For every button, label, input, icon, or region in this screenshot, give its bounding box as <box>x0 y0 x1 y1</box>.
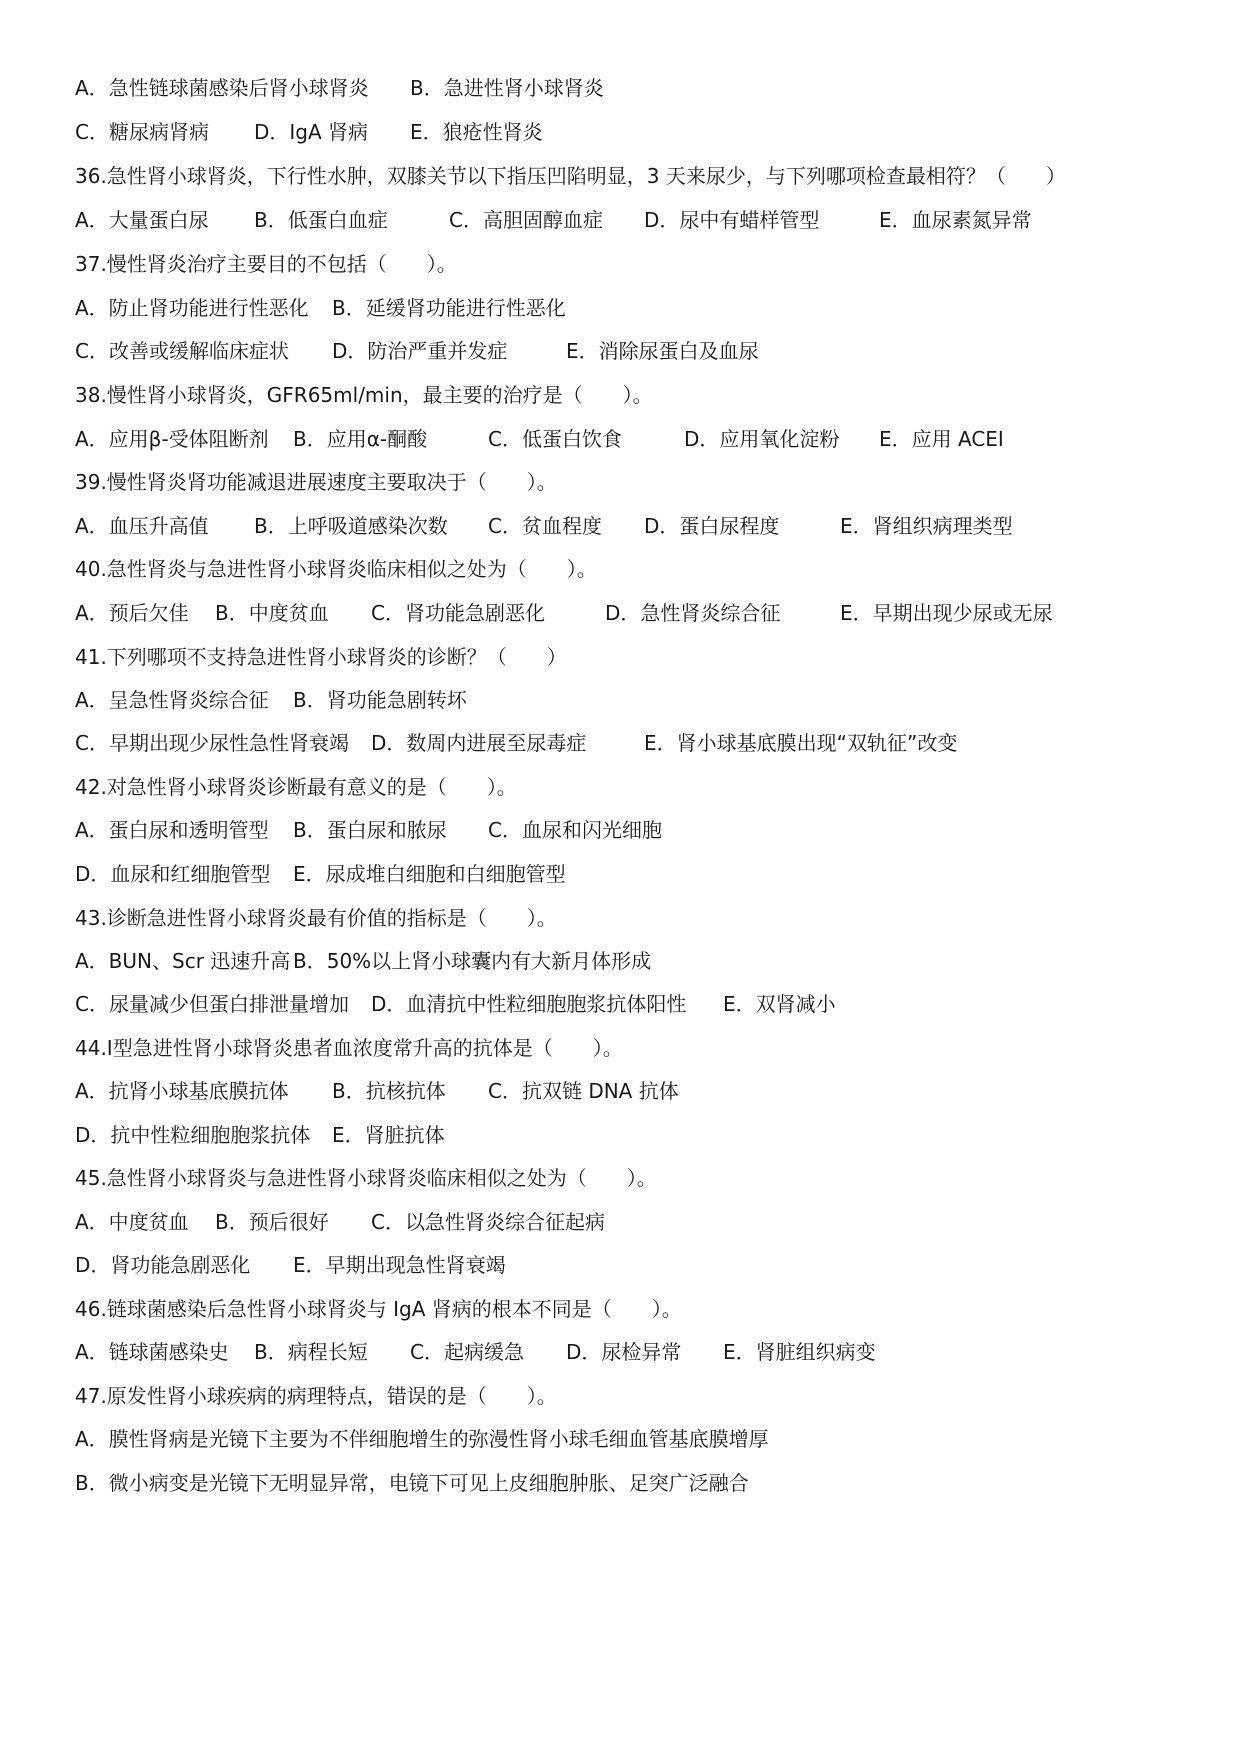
option: C．低蛋白饮食 <box>488 427 622 451</box>
option: C．糖尿病肾病 <box>75 120 209 144</box>
option: E．尿成堆白细胞和白细胞管型 <box>293 862 566 886</box>
option: E．肾脏组织病变 <box>723 1340 876 1364</box>
option: D．尿中有蜡样管型 <box>644 208 820 232</box>
option: A．血压升高值 <box>75 514 209 538</box>
option: A．急性链球菌感染后肾小球肾炎 <box>75 76 369 100</box>
question-stem: 45.急性肾小球肾炎与急进性肾小球肾炎临床相似之处为（ ）。 <box>75 1166 657 1190</box>
option: C．起病缓急 <box>410 1340 524 1364</box>
question-stem: 46.链球菌感染后急性肾小球肾炎与 IgA 肾病的根本不同是（ ）。 <box>75 1297 682 1321</box>
option: E．应用 ACEI <box>879 427 1004 451</box>
answer-option-long: A．膜性肾病是光镜下主要为不伴细胞增生的弥漫性肾小球毛细血管基底膜增厚 <box>75 1427 769 1451</box>
option: E．肾组织病理类型 <box>840 514 1013 538</box>
option: D．尿检异常 <box>566 1340 682 1364</box>
option: B．低蛋白血症 <box>254 208 388 232</box>
question-stem: 37.慢性肾炎治疗主要目的不包括（ ）。 <box>75 252 457 276</box>
option: D．IgA 肾病 <box>254 120 369 144</box>
option: B．蛋白尿和脓尿 <box>293 818 447 842</box>
option: C．尿量减少但蛋白排泄量增加 <box>75 992 349 1016</box>
option: C．肾功能急剧恶化 <box>371 601 545 625</box>
option: A．BUN、Scr 迅速升高 <box>75 949 291 973</box>
option: C．改善或缓解临床症状 <box>75 339 289 363</box>
option: A．链球菌感染史 <box>75 1340 229 1364</box>
option: A．抗肾小球基底膜抗体 <box>75 1079 289 1103</box>
option: D．血尿和红细胞管型 <box>75 862 271 886</box>
option: C．高胆固醇血症 <box>449 208 603 232</box>
option: D．肾功能急剧恶化 <box>75 1253 251 1277</box>
option: D．数周内进展至尿毒症 <box>371 731 587 755</box>
option: D．应用氧化淀粉 <box>684 427 840 451</box>
option: A．预后欠佳 <box>75 601 189 625</box>
option: E．血尿素氮异常 <box>879 208 1032 232</box>
answer-option-long: B．微小病变是光镜下无明显异常，电镜下可见上皮细胞肿胀、足突广泛融合 <box>75 1471 749 1495</box>
option: D．蛋白尿程度 <box>644 514 780 538</box>
option: E．早期出现急性肾衰竭 <box>293 1253 506 1277</box>
option: C．以急性肾炎综合征起病 <box>371 1210 605 1234</box>
option: C．贫血程度 <box>488 514 602 538</box>
option: C．抗双链 DNA 抗体 <box>488 1079 679 1103</box>
option: E．肾小球基底膜出现“双轨征”改变 <box>644 731 958 755</box>
option: D．血清抗中性粒细胞胞浆抗体阳性 <box>371 992 687 1016</box>
option: D．急性肾炎综合征 <box>605 601 781 625</box>
question-stem: 38.慢性肾小球肾炎，GFR65ml/min，最主要的治疗是（ ）。 <box>75 383 653 407</box>
option: A．呈急性肾炎综合征 <box>75 688 269 712</box>
option: E．早期出现少尿或无尿 <box>840 601 1053 625</box>
option: B．应用α-酮酸 <box>293 427 428 451</box>
option: E．肾脏抗体 <box>332 1123 445 1147</box>
option: B．肾功能急剧转坏 <box>293 688 467 712</box>
option: A．应用β-受体阻断剂 <box>75 427 269 451</box>
option: A．防止肾功能进行性恶化 <box>75 296 309 320</box>
option: E．双肾减小 <box>723 992 836 1016</box>
option: C．早期出现少尿性急性肾衰竭 <box>75 731 349 755</box>
option: D．抗中性粒细胞胞浆抗体 <box>75 1123 311 1147</box>
option: A．蛋白尿和透明管型 <box>75 818 269 842</box>
option: E．狼疮性肾炎 <box>410 120 543 144</box>
option: B．预后很好 <box>215 1210 329 1234</box>
question-stem: 39.慢性肾炎肾功能减退进展速度主要取决于（ ）。 <box>75 470 557 494</box>
question-stem: 44.Ⅰ型急进性肾小球肾炎患者血浓度常升高的抗体是（ ）。 <box>75 1036 623 1060</box>
option: C．血尿和闪光细胞 <box>488 818 662 842</box>
option: A．大量蛋白尿 <box>75 208 209 232</box>
option: B．延缓肾功能进行性恶化 <box>332 296 566 320</box>
question-stem: 47.原发性肾小球疾病的病理特点，错误的是（ ）。 <box>75 1384 557 1408</box>
option: B．上呼吸道感染次数 <box>254 514 448 538</box>
option: B．抗核抗体 <box>332 1079 446 1103</box>
option: A．中度贫血 <box>75 1210 189 1234</box>
option: D．防治严重并发症 <box>332 339 508 363</box>
option: B．50%以上肾小球囊内有大新月体形成 <box>293 949 652 973</box>
option: E．消除尿蛋白及血尿 <box>566 339 759 363</box>
option: B．中度贫血 <box>215 601 329 625</box>
option: B．病程长短 <box>254 1340 368 1364</box>
question-stem: 43.诊断急进性肾小球肾炎最有价值的指标是（ ）。 <box>75 906 557 930</box>
question-stem: 36.急性肾小球肾炎，下行性水肿，双膝关节以下指压凹陷明显，3 天来尿少，与下列哪项检查最相符？（ ） <box>75 164 1066 188</box>
question-stem: 41.下列哪项不支持急进性肾小球肾炎的诊断？（ ） <box>75 645 567 669</box>
question-stem: 42.对急性肾小球肾炎诊断最有意义的是（ ）。 <box>75 775 517 799</box>
question-stem: 40.急性肾炎与急进性肾小球肾炎临床相似之处为（ ）。 <box>75 557 597 581</box>
option: B．急进性肾小球肾炎 <box>410 76 604 100</box>
